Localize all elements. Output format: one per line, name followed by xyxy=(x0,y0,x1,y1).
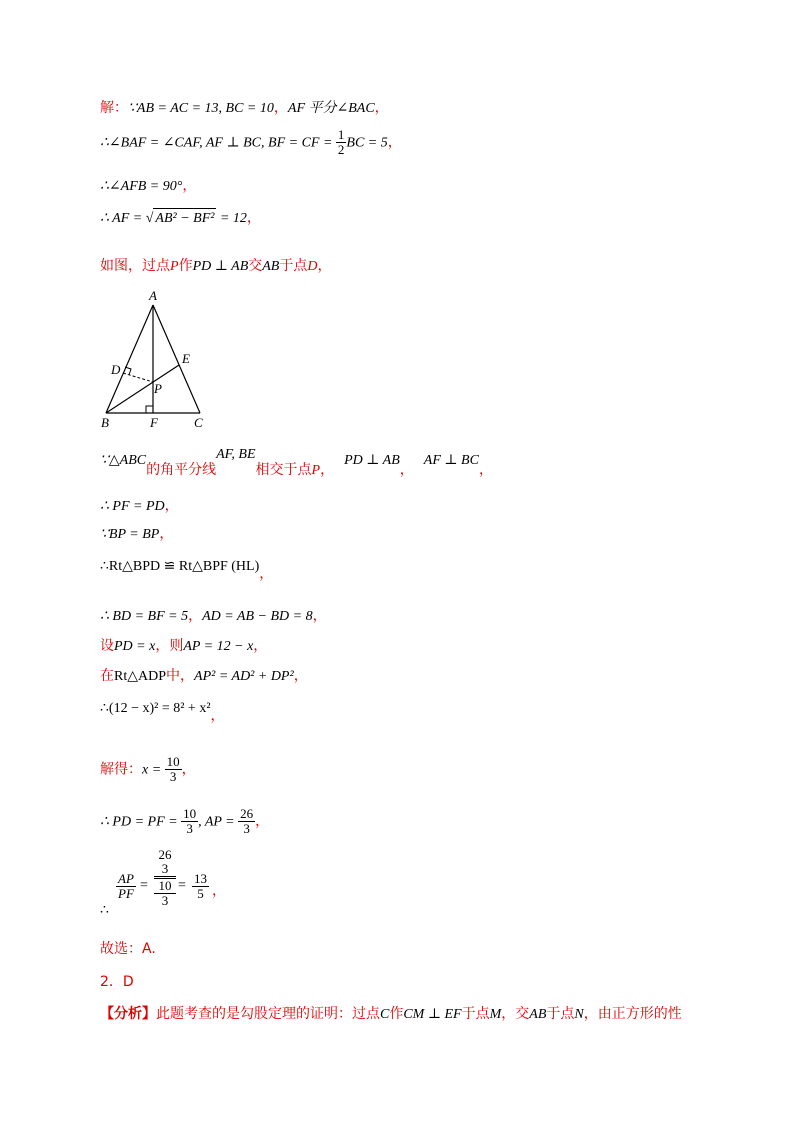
solution-line-12: 在Rt△ADP中，AP² = AD² + DP²， xyxy=(100,668,308,684)
side-ac xyxy=(153,305,200,413)
solution-label: 解： xyxy=(100,100,128,116)
solution-line-8: ∵BP = BP， xyxy=(100,526,174,542)
solution-line-13: ∴(12 − x)² = 8² + x²， xyxy=(100,701,225,724)
solution-line-10: ∴ BD = BF = 5，AD = AB − BD = 8， xyxy=(100,608,327,624)
label-a: A xyxy=(149,288,157,303)
solution-line-6: ∵△ABC的角平分线AF, BE相交于点P，PD ⊥ AB，AF ⊥ BC， xyxy=(100,447,493,478)
solution-line-7: ∴ PF = PD， xyxy=(100,498,179,514)
solution-line-5: 如图，过点P作PD ⊥ AB交AB于点D， xyxy=(100,258,332,274)
label-e: E xyxy=(182,351,190,366)
solution-line-11: 设PD = x，则AP = 12 − x， xyxy=(100,638,268,654)
solution-line-1: 解：∵AB = AC = 13, BC = 10，AF 平分∠BAC， xyxy=(100,100,389,116)
segment-pd xyxy=(123,373,153,382)
question-2-answer: 2．D xyxy=(100,974,134,990)
triangle-figure xyxy=(95,285,215,433)
answer-line: 故选：A. xyxy=(100,941,156,957)
label-f: F xyxy=(150,415,158,430)
analysis-label: 【分析】 xyxy=(100,1006,156,1022)
fraction-half: $\frac{1}{2}$ xyxy=(337,127,345,157)
solution-line-14: 解得：x = $\frac{10}{3}$ ， xyxy=(100,754,196,784)
solution-line-2: ∴∠BAF = ∠CAF, AF ⊥ BC, BF = CF = $\frac{1}{2}$ BC = 5， xyxy=(100,127,402,157)
solution-line-3: ∴∠AFB = 90°， xyxy=(100,178,197,194)
solution-line-15: ∴ PD = PF = $\frac{10}{3}$ , AP = $\frac{26}{3}$ ， xyxy=(100,806,270,836)
sqrt-expression: AB² − BF² xyxy=(153,208,216,229)
label-b: B xyxy=(101,415,109,430)
label-d: D xyxy=(111,362,121,377)
analysis-line: 【分析】此题考查的是勾股定理的证明：过点C作CM ⊥ EF于点M，交AB于点N，由正方形的性 xyxy=(100,1006,682,1022)
solution-line-9: ∴Rt△BPD ≌ Rt△BPF (HL)， xyxy=(100,559,274,582)
solution-line-16: ∴ $\frac{AP}{PF}$ = 26 3 10 3 = $\frac{13}{5}$ ， xyxy=(100,847,226,918)
solution-line-4: ∴ AF = √ AB² − BF² = 12， xyxy=(100,208,261,229)
side-ab xyxy=(106,305,153,413)
compound-fraction: 26 3 10 3 xyxy=(154,848,176,908)
label-p: P xyxy=(154,381,162,396)
right-angle-f xyxy=(146,406,153,413)
label-c: C xyxy=(194,415,203,430)
